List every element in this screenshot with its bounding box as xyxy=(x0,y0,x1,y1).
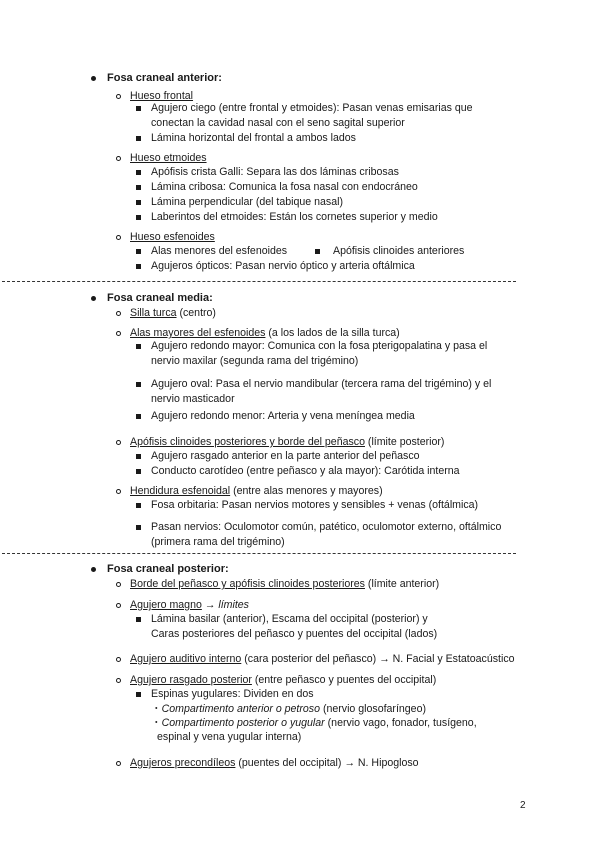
square-bullet-icon xyxy=(136,692,141,697)
square-bullet-icon xyxy=(136,469,141,474)
list-item: Conducto carotídeo (entre peñasco y ala mayor): Carótida interna xyxy=(151,465,460,477)
square-bullet-icon xyxy=(136,264,141,269)
circle-bullet-icon xyxy=(116,331,121,336)
circle-bullet-icon xyxy=(116,440,121,445)
square-bullet-icon xyxy=(136,215,141,220)
square-bullet-icon xyxy=(136,414,141,419)
circle-bullet-icon xyxy=(116,678,121,683)
circle-bullet-icon xyxy=(116,489,121,494)
sub-list-item-continuation: espinal y vena yugular interna) xyxy=(157,731,302,743)
square-bullet-icon xyxy=(136,136,141,141)
heading-agujero-magno: Agujero magno xyxy=(130,599,202,611)
circle-bullet-icon xyxy=(116,311,121,316)
agujero-rasgado-line xyxy=(130,673,436,687)
heading-alas-mayores: Alas mayores del esfenoides xyxy=(130,327,266,339)
square-bullet-icon xyxy=(136,454,141,459)
list-item: Fosa orbitaria: Pasan nervios motores y sensibles + venas (oftálmica) xyxy=(151,499,479,511)
heading-hendidura-esfenoidal: Hendidura esfenoidal xyxy=(130,485,231,497)
hendidura-esfenoidal-line xyxy=(130,484,383,498)
apofisis-clinoides-line xyxy=(130,435,444,449)
silla-turca-note: (centro) xyxy=(176,307,216,319)
list-item-continuation: (primera rama del trigémino) xyxy=(151,536,285,548)
square-bullet-icon xyxy=(136,344,141,349)
hendidura-esfenoidal-note: (entre alas menores y mayores) xyxy=(230,485,383,497)
circle-bullet-icon xyxy=(116,94,121,99)
list-item: Lámina horizontal del frontal a ambos lados xyxy=(151,132,356,144)
square-bullet-icon xyxy=(136,170,141,175)
bullet-dot-icon xyxy=(91,296,96,301)
list-item: Laberintos del etmoides: Están los cornetes superior y medio xyxy=(151,211,438,223)
list-item: Pasan nervios: Oculomotor común, patético, oculomotor externo, oftálmico xyxy=(151,521,502,533)
circle-bullet-icon xyxy=(116,761,121,766)
section-divider xyxy=(2,553,516,554)
list-item: Lámina cribosa: Comunica la fosa nasal con endocráneo xyxy=(151,181,418,193)
circle-bullet-icon xyxy=(116,235,121,240)
square-bullet-icon xyxy=(136,617,141,622)
list-item-continuation: nervio masticador xyxy=(151,393,235,405)
sub-list-item xyxy=(151,716,477,730)
list-item: Agujero redondo mayor: Comunica con la fosa pterigopalatina y pasa el xyxy=(151,340,488,352)
compartimento-posterior-note: (nervio vago, fonador, tusígeno, xyxy=(324,717,477,729)
limites-label: límites xyxy=(218,599,249,611)
list-item-continuation: Caras posteriores del peñasco y puentes del occipital (lados) xyxy=(151,628,438,640)
agujero-magno-line xyxy=(130,598,249,612)
circle-bullet-icon xyxy=(116,657,121,662)
arrow-icon: → xyxy=(201,599,219,611)
bullet-dot-icon xyxy=(91,567,96,572)
heading-apofisis-clinoides: Apófisis clinoides posteriores y borde del peñasco xyxy=(130,436,365,448)
list-item: Lámina perpendicular (del tabique nasal) xyxy=(151,196,343,208)
section-title-media: Fosa craneal media: xyxy=(107,292,213,304)
page-number: 2 xyxy=(520,800,526,811)
list-item: Agujero oval: Pasa el nervio mandibular (tercera rama del trigémino) y el xyxy=(151,378,492,390)
heading-hueso-etmoides: Hueso etmoides xyxy=(130,152,207,164)
circle-bullet-icon xyxy=(116,582,121,587)
square-bullet-icon xyxy=(136,200,141,205)
agujero-rasgado-note: (entre peñasco y puentes del occipital) xyxy=(251,674,437,686)
compartimento-posterior: Compartimento posterior o yugular xyxy=(161,717,325,729)
circle-bullet-icon xyxy=(116,156,121,161)
agujeros-precondileos-note: (puentes del occipital) → N. Hipogloso xyxy=(235,757,419,769)
agujero-auditivo-note: (cara posterior del peñasco) → N. Facial y Estatoacústico xyxy=(241,653,515,665)
list-item: Lámina basilar (anterior), Escama del occipital (posterior) y xyxy=(151,613,428,625)
alas-mayores-note: (a los lados de la silla turca) xyxy=(265,327,400,339)
heading-agujero-auditivo: Agujero auditivo interno xyxy=(130,653,242,665)
square-bullet-icon xyxy=(136,185,141,190)
list-item: Agujero redondo menor: Arteria y vena meníngea media xyxy=(151,410,415,422)
list-item: Alas menores del esfenoides xyxy=(151,245,288,257)
heading-borde-penasco: Borde del peñasco y apófisis clinoides posteriores xyxy=(130,578,365,590)
borde-penasco-note: (límite anterior) xyxy=(364,578,440,590)
square-bullet-icon xyxy=(136,382,141,387)
section-title-anterior: Fosa craneal anterior: xyxy=(107,72,222,84)
list-item-continuation: nervio maxilar (segunda rama del trigémino) xyxy=(151,355,359,367)
compartimento-anterior: Compartimento anterior o petroso xyxy=(161,703,320,715)
heading-silla-turca: Silla turca xyxy=(130,307,177,319)
bullet-dot-icon xyxy=(91,76,96,81)
square-bullet-icon xyxy=(136,525,141,530)
list-item: Apófisis clinoides anteriores xyxy=(333,245,465,257)
section-title-posterior: Fosa craneal posterior: xyxy=(107,563,229,575)
agujero-auditivo-line xyxy=(130,652,515,666)
small-dot-icon: ・ xyxy=(151,717,162,729)
compartimento-anterior-note: (nervio glosofaríngeo) xyxy=(320,703,426,715)
list-item: Apófisis crista Galli: Separa las dos láminas cribosas xyxy=(151,166,399,178)
sub-list-item xyxy=(151,702,426,716)
square-bullet-icon xyxy=(136,106,141,111)
heading-hueso-esfenoides: Hueso esfenoides xyxy=(130,231,215,243)
alas-mayores-line xyxy=(130,326,400,340)
apofisis-clinoides-note: (límite posterior) xyxy=(364,436,445,448)
square-bullet-icon xyxy=(136,503,141,508)
small-dot-icon: ・ xyxy=(151,703,162,715)
agujeros-precondileos-line xyxy=(130,756,419,770)
list-item-continuation: conectan la cavidad nasal con el seno sagital superior xyxy=(151,117,405,129)
silla-turca-line xyxy=(130,306,216,320)
square-bullet-icon xyxy=(315,249,320,254)
heading-agujero-rasgado: Agujero rasgado posterior xyxy=(130,674,252,686)
square-bullet-icon xyxy=(136,249,141,254)
heading-agujeros-precondileos: Agujeros precondíleos xyxy=(130,757,236,769)
section-divider xyxy=(2,281,516,282)
list-item: Agujero rasgado anterior en la parte anterior del peñasco xyxy=(151,450,420,462)
list-item: Agujeros ópticos: Pasan nervio óptico y arteria oftálmica xyxy=(151,260,415,272)
borde-penasco-line xyxy=(130,577,439,591)
list-item: Agujero ciego (entre frontal y etmoides): Pasan venas emisarias que xyxy=(151,102,473,114)
circle-bullet-icon xyxy=(116,603,121,608)
list-item: Espinas yugulares: Dividen en dos xyxy=(151,688,314,700)
heading-hueso-frontal: Hueso frontal xyxy=(130,90,194,102)
